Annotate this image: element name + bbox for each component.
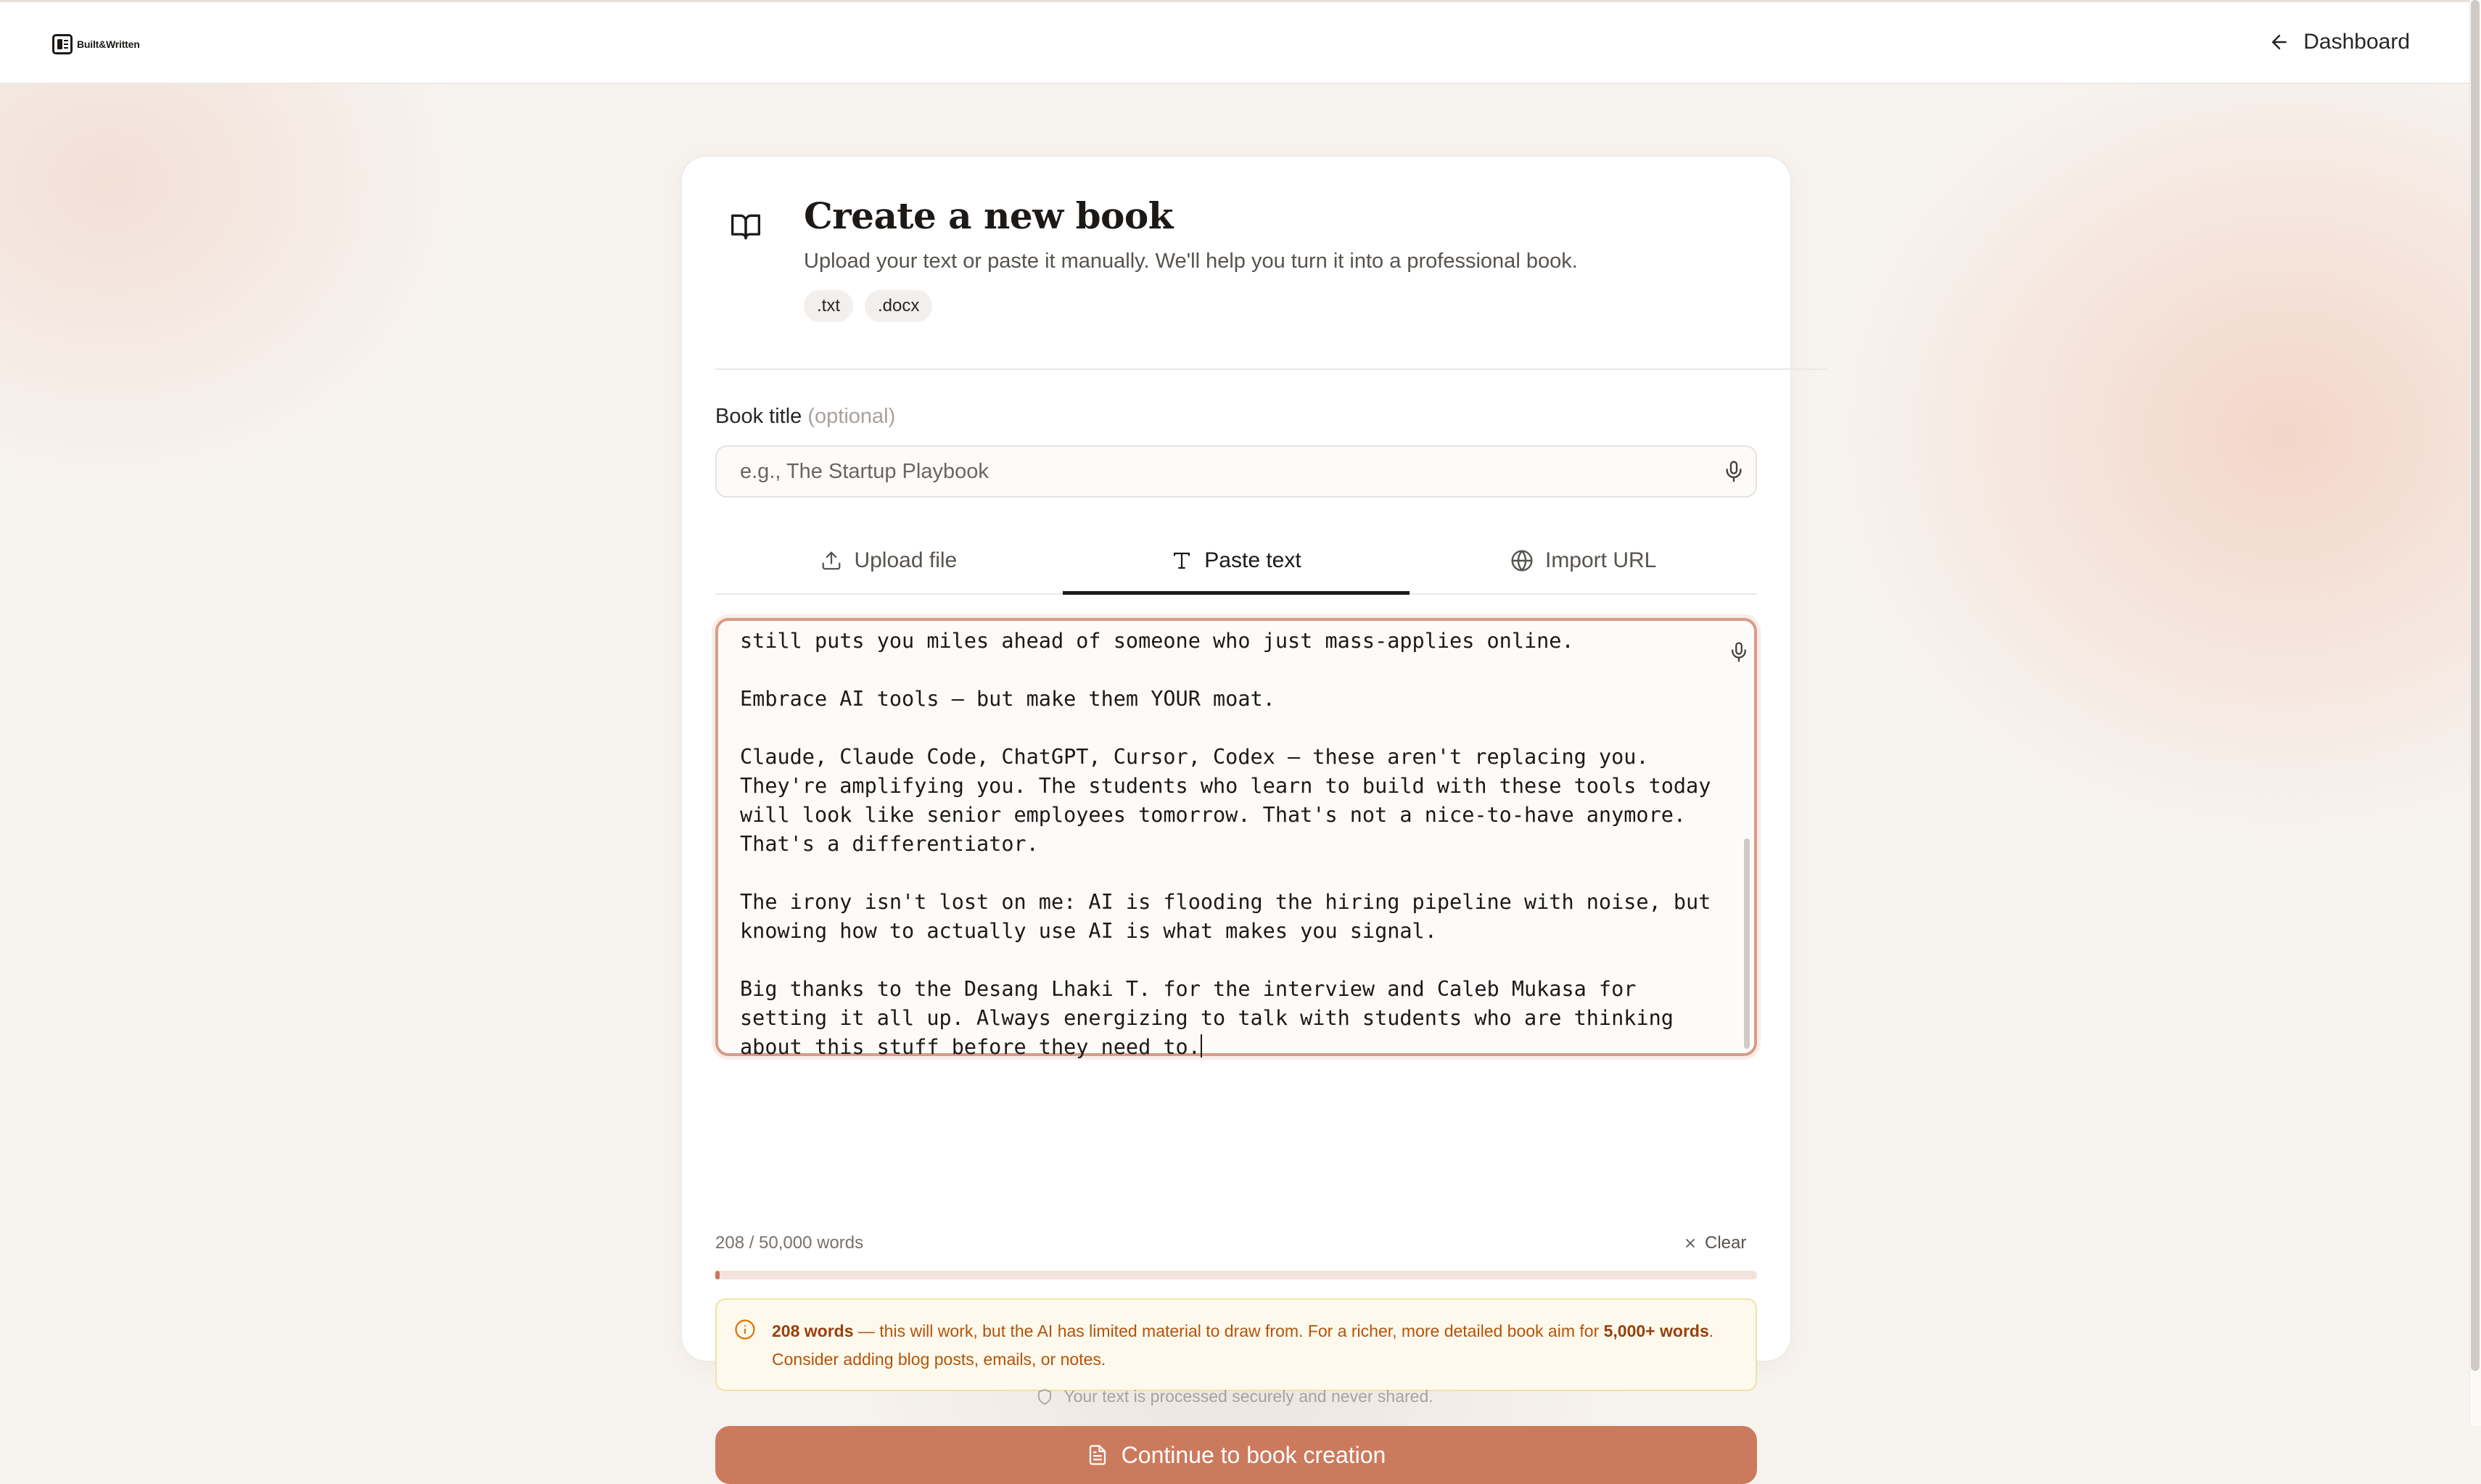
- book-title-label: Book title (optional): [715, 405, 896, 428]
- word-progress-fill: [715, 1271, 720, 1279]
- logo-book-icon: [52, 34, 73, 54]
- continue-button[interactable]: [715, 1426, 1757, 1484]
- warning-text: 208 words — this will work, but the AI has limited material to draw from. For a richer, more detailed book aim for 5,000+ words. Consider adding blog posts, emails, or notes.: [772, 1322, 1714, 1369]
- tab-label: Import URL: [1544, 548, 1657, 572]
- globe-icon: [1510, 549, 1534, 572]
- paste-text-area[interactable]: [715, 618, 1757, 1059]
- text-cursor: [1201, 1034, 1202, 1058]
- upload-icon: [820, 550, 842, 572]
- security-note: [0, 1387, 2469, 1406]
- tab-import-url[interactable]: [1410, 528, 1757, 593]
- clear-label: Clear: [1705, 1233, 1747, 1253]
- tab-upload-file[interactable]: [715, 528, 1063, 593]
- microphone-icon[interactable]: [1728, 641, 1750, 663]
- shield-icon: [1036, 1388, 1053, 1406]
- info-icon: [734, 1319, 756, 1340]
- file-text-icon: [1087, 1444, 1108, 1466]
- input-method-tabs: [715, 528, 1757, 595]
- header-divider: [715, 368, 1827, 370]
- text-icon: [1171, 550, 1193, 572]
- book-title-input[interactable]: [715, 445, 1757, 498]
- app-logo[interactable]: [52, 34, 140, 54]
- continue-label: Continue to book creation: [1121, 1441, 1386, 1468]
- logo-text: Built&Written: [77, 38, 140, 50]
- word-count: 208 / 50,000 words: [715, 1233, 864, 1253]
- page-title: Create a new book: [804, 194, 1173, 237]
- format-chip-docx: .docx: [865, 290, 932, 322]
- editor-scrollbar-thumb[interactable]: [1744, 838, 1750, 1049]
- format-chip-txt: .txt: [804, 290, 853, 322]
- format-chips: [804, 290, 932, 322]
- page-scrollbar-thumb[interactable]: [2471, 0, 2480, 1371]
- optional-hint: (optional): [807, 405, 896, 428]
- paste-text-content[interactable]: still puts you miles ahead of someone who just mass-applies online. Embrace AI tools — but make them YOUR moat. Claude, Claude Code, ChatGPT, Cursor, Codex — these aren't replacing you. They're amplifying you. The students who learn to build with these tools today will look like senior employees tomorrow. That's not a nice-to-have anymore. That's a differentiator. The irony isn't lost on me: AI is flooding the hiring pipeline with noise, but knowing how to actually use AI is what makes you signal. Big thanks to the Desang Lhaki T. for the interview and Caleb Mukasa for setting it all up. Always energizing to talk with students who are thinking about this stuff before they need to.: [740, 629, 1711, 1059]
- book-open-icon: [730, 210, 762, 242]
- top-navbar: [0, 0, 2469, 84]
- dashboard-link[interactable]: [2268, 30, 2410, 54]
- arrow-left-icon: [2268, 31, 2290, 53]
- page-subtitle: Upload your text or paste it manually. We'll help you turn it into a professional book.: [804, 250, 1578, 273]
- security-note-text: Your text is processed securely and never shared.: [1063, 1387, 1433, 1406]
- microphone-icon[interactable]: [1722, 460, 1745, 483]
- page-scrollbar[interactable]: [2469, 0, 2481, 1426]
- word-progress-bar: [715, 1271, 1757, 1279]
- tab-label: Paste text: [1204, 548, 1301, 572]
- close-icon: [1683, 1236, 1698, 1250]
- clear-button[interactable]: [1683, 1233, 1746, 1253]
- dashboard-label: Dashboard: [2303, 30, 2410, 54]
- tab-paste-text[interactable]: [1063, 528, 1410, 593]
- tab-label: Upload file: [854, 548, 958, 572]
- word-count-warning: [715, 1298, 1757, 1391]
